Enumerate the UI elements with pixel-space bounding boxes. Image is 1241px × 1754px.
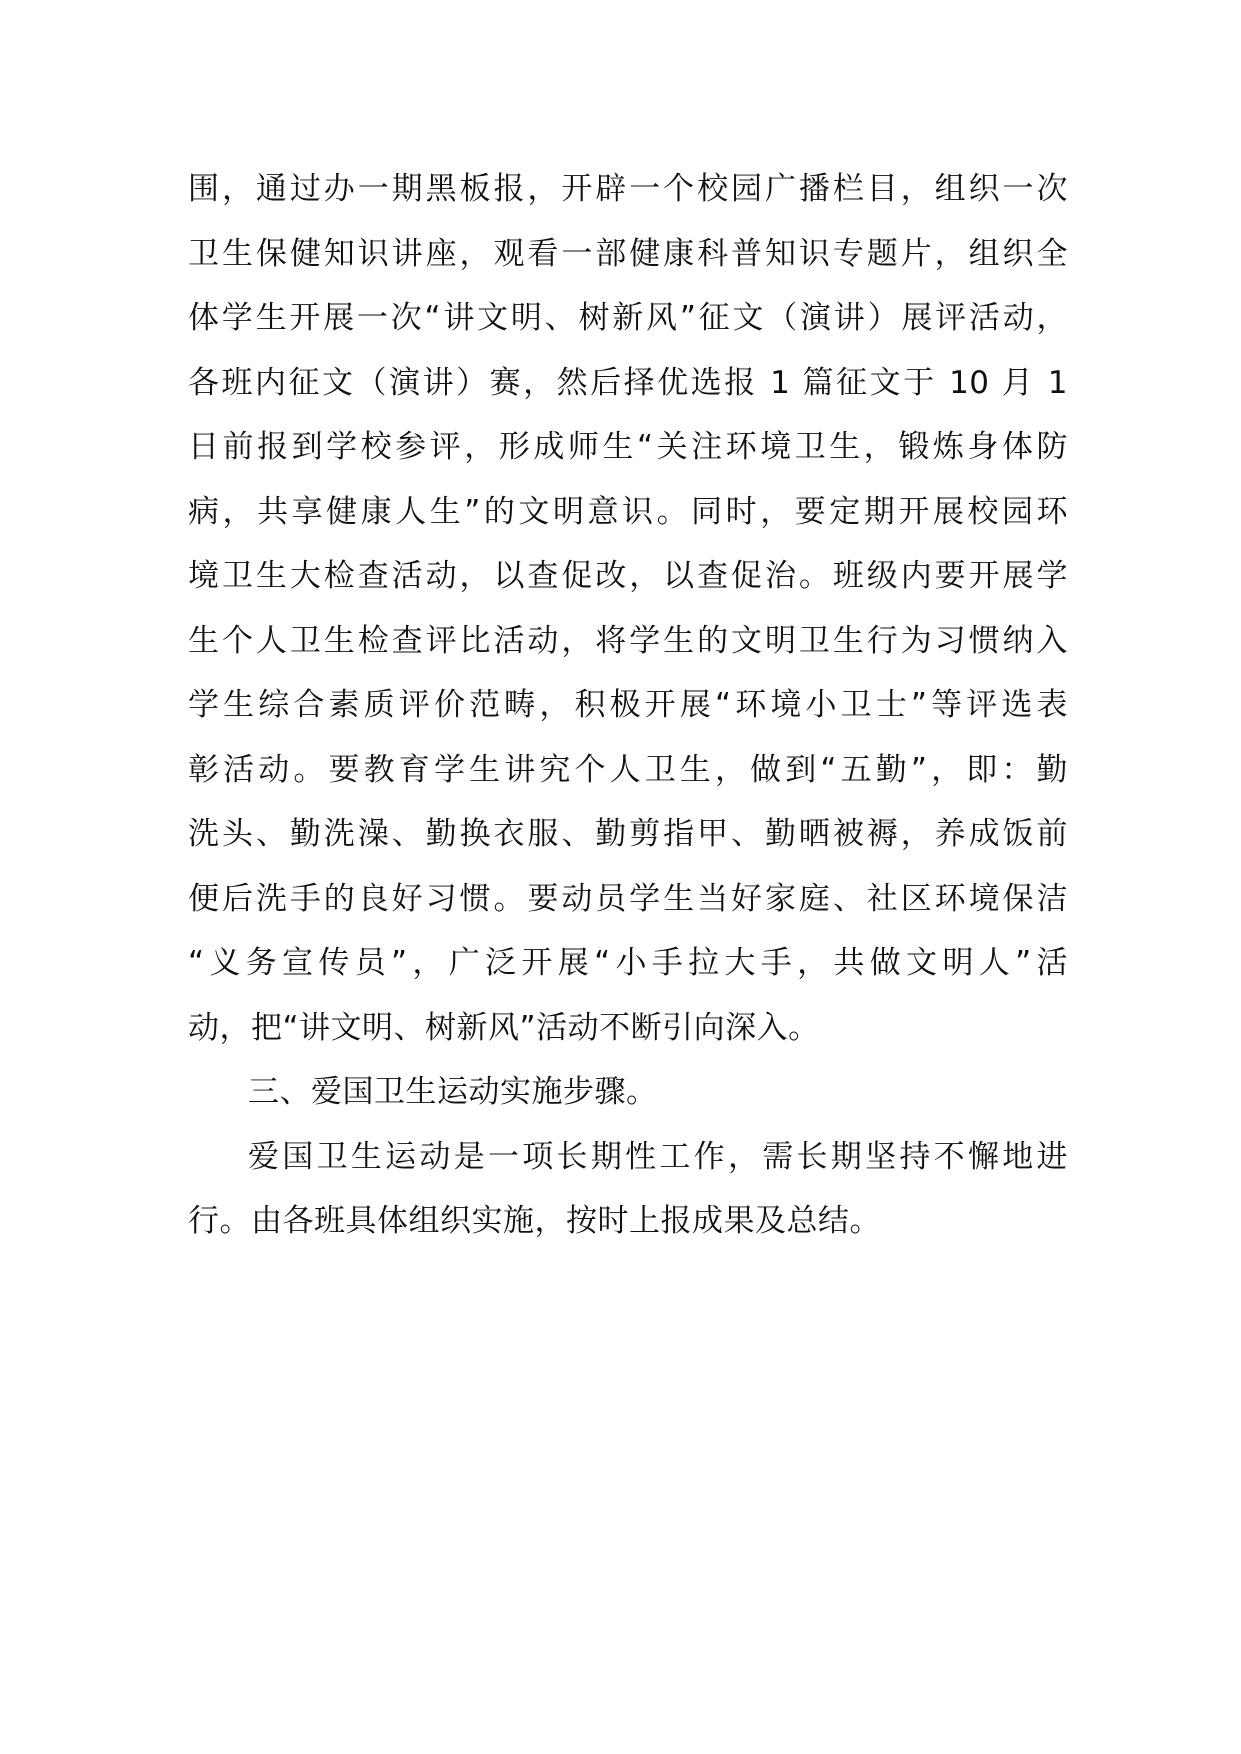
text-line: 动，把“讲文明、树新风”活动不断引向深入。 (188, 1009, 820, 1046)
text-line: 病，共享健康人生”的文明意识。同时，要定期开展校园环 (188, 493, 1068, 530)
closing-paragraph (188, 1125, 1068, 1254)
text-line: 生个人卫生检查评比活动，将学生的文明卫生行为习惯纳入 (188, 622, 1068, 659)
text-line: 卫生保健知识讲座，观看一部健康科普知识专题片，组织全 (188, 235, 1068, 272)
text-line: 爱国卫生运动是一项长期性工作，需长期坚持不懈地进 (248, 1138, 1068, 1175)
text-line: 日前报到学校参评，形成师生“关注环境卫生，锻炼身体防 (188, 429, 1068, 465)
text-line: 学生综合素质评价范畴，积极开展“环境小卫士”等评选表 (188, 687, 1068, 723)
text-line: 围，通过办一期黑板报，开辟一个校园广播栏目，组织一次 (188, 171, 1068, 207)
text-line: 便后洗手的良好习惯。要动员学生当好家庭、社区环境保洁 (188, 880, 1068, 917)
text-line: 境卫生大检查活动，以查促改，以查促治。班级内要开展学 (188, 558, 1068, 594)
text-line: 体学生开展一次“讲文明、树新风”征文（演讲）展评活动， (188, 300, 1068, 336)
heading-line: 三、爱国卫生运动实施步骤。 (248, 1074, 658, 1110)
document-body (188, 157, 1068, 1254)
text-line: 行。由各班具体组织实施，按时上报成果及总结。 (188, 1203, 881, 1239)
text-line: “义务宣传员”，广泛开展“小手拉大手，共做文明人”活 (188, 945, 1068, 981)
text-line: 各班内征文（演讲）赛，然后择优选报 1 篇征文于 10 月 1 (188, 364, 1068, 401)
text-line: 彰活动。要教育学生讲究个人卫生，做到“五勤”，即：勤 (188, 751, 1068, 788)
section-heading (188, 1060, 1068, 1125)
body-paragraph (188, 157, 1068, 1060)
text-line: 洗头、勤洗澡、勤换衣服、勤剪指甲、勤晒被褥，养成饭前 (188, 816, 1068, 852)
